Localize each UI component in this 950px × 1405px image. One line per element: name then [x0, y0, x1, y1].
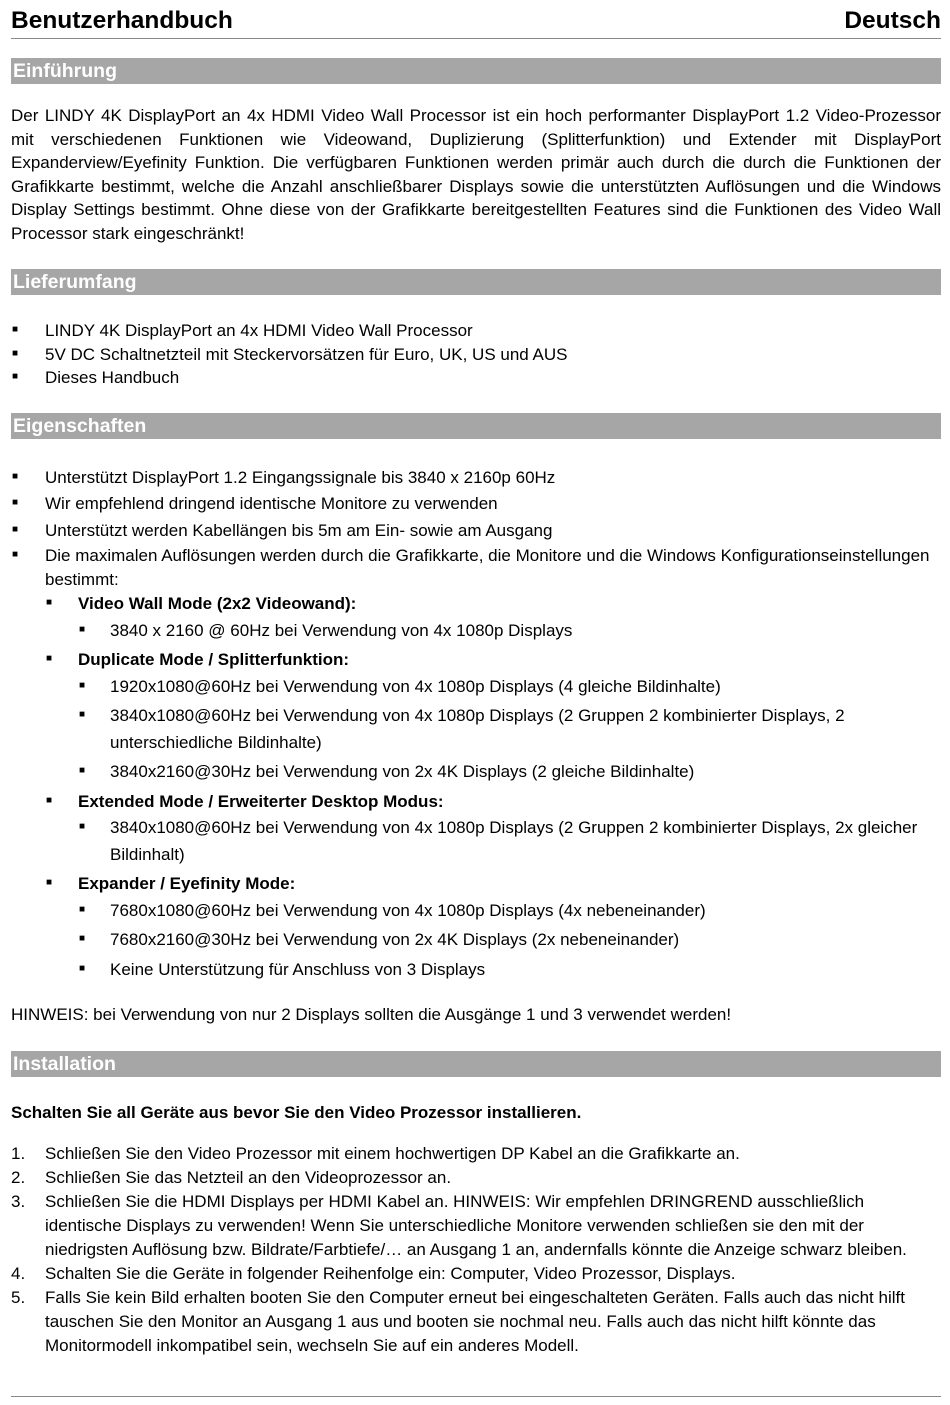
displays-note: HINWEIS: bei Verwendung von nur 2 Displays sollten die Ausgänge 1 und 3 verwendet werden! — [11, 1005, 732, 1024]
list-item: ■ Dieses Handbuch — [11, 366, 941, 390]
scope-list — [11, 319, 941, 390]
resolution-item: ■ 1920x1080@60Hz bei Verwendung von 4x 1080p Displays (4 gleiche Bildinhalte) — [78, 674, 941, 701]
step-text: Schließen Sie den Video Prozessor mit einem hochwertigen DP Kabel an die Grafikkarte an. — [45, 1144, 740, 1163]
modes-list — [45, 591, 941, 983]
step-number: 1. — [11, 1144, 26, 1163]
resolution-item: ■ 3840x2160@30Hz bei Verwendung von 2x 4K Displays (2 gleiche Bildinhalte) — [78, 759, 941, 786]
step-item — [11, 1262, 941, 1286]
mode-item — [45, 647, 941, 786]
step-number: 5. — [11, 1288, 26, 1307]
features-list — [11, 465, 941, 984]
step-text: Falls Sie kein Bild erhalten booten Sie den Computer erneut bei eingeschalteten Geräten. Falls auch das nicht hilft tauschen Sie den Monitor an Ausgang 1 aus und booten sie nochmal neu. Falls auch das nicht hilft könnte das Monitormodell inkompatibel sein, wechseln Sie auf ein anderes Modell. — [45, 1288, 905, 1355]
mode-resolutions — [78, 815, 941, 868]
resolution-item: ■ Keine Unterstützung für Anschluss von 3 Displays — [78, 957, 941, 984]
resolution-item: ■ 7680x1080@60Hz bei Verwendung von 4x 1080p Displays (4x nebeneinander) — [78, 898, 941, 925]
page-header — [11, 0, 941, 39]
step-item — [11, 1286, 941, 1358]
section-heading-installation: Installation — [11, 1051, 941, 1077]
list-item — [11, 544, 941, 983]
step-number: 3. — [11, 1192, 26, 1211]
resolution-item: ■ 3840x1080@60Hz bei Verwendung von 4x 1080p Displays (2 Gruppen 2 kombinierter Displays, 2 unterschiedliche Bildinhalte) — [78, 703, 941, 756]
mode-item — [45, 871, 941, 983]
header-language: Deutsch — [844, 7, 941, 34]
resolution-item: ■ 7680x2160@30Hz bei Verwendung von 2x 4K Displays (2x nebeneinander) — [78, 927, 941, 954]
manual-page — [11, 0, 941, 1358]
resolution-item: ■ 3840 x 2160 @ 60Hz bei Verwendung von 4x 1080p Displays — [78, 618, 941, 645]
section-heading-scope: Lieferumfang — [11, 269, 941, 295]
step-number: 4. — [11, 1264, 26, 1283]
mode-item — [45, 789, 941, 869]
step-item — [11, 1190, 941, 1262]
list-item: ■ Unterstützt werden Kabellängen bis 5m am Ein- sowie am Ausgang — [11, 518, 941, 545]
installation-warning: Schalten Sie all Geräte aus bevor Sie den Video Prozessor installieren. — [11, 1102, 582, 1122]
mode-resolutions — [78, 898, 941, 984]
header-title: Benutzerhandbuch — [11, 7, 233, 34]
step-text: Schließen Sie das Netzteil an den Videoprozessor an. — [45, 1168, 452, 1187]
resolution-item: ■ 3840x1080@60Hz bei Verwendung von 4x 1080p Displays (2 Gruppen 2 kombinierter Displays, 2x gleicher Bildinhalt) — [78, 815, 941, 868]
step-text: Schließen Sie die HDMI Displays per HDMI Kabel an. HINWEIS: Wir empfehlen DRINGREND ausschließlich identische Displays zu verwenden! Wenn Sie unterschiedliche Monitore verwenden schließen sie den mit der niedrigsten Auflösung bzw. Bildrate/Farbtiefe/… an Ausgang 1 an, andernfalls könnte die Anzeige schwarz bleiben. — [45, 1192, 907, 1259]
intro-paragraph: Der LINDY 4K DisplayPort an 4x HDMI Video Wall Processor ist ein hoch performanter DisplayPort 1.2 Video-Prozessor mit verschiedenen Funktionen wie Videowand, Duplizierung (Splitterfunktion) und Extender mit DisplayPort Expanderview/Eyefinity Funktion. Die verfügbaren Funktionen werden primär auch durch die durch die Funktionen der Grafikkarte bestimmt, welche die Anzahl anschließbarer Displays sowie die unterstützten Auflösungen und die Windows Display Settings bestimmt. Ohne diese von der Grafikkarte bereitgestellten Features sind die Funktionen des Video Wall Processor stark eingeschränkt! — [11, 106, 941, 243]
section-heading-features: Eigenschaften — [11, 413, 941, 439]
list-item: ■ LINDY 4K DisplayPort an 4x HDMI Video Wall Processor — [11, 319, 941, 343]
mode-resolutions — [78, 618, 941, 645]
mode-item — [45, 591, 941, 644]
list-item: ■ Wir empfehlend dringend identische Monitore zu verwenden — [11, 491, 941, 518]
installation-steps — [11, 1142, 941, 1358]
list-item: ■ 5V DC Schaltnetzteil mit Steckervorsätzen für Euro, UK, US und AUS — [11, 343, 941, 367]
mode-title: Expander / Eyefinity Mode: — [78, 874, 296, 893]
list-item: ■ Unterstützt DisplayPort 1.2 Eingangssignale bis 3840 x 2160p 60Hz — [11, 465, 941, 492]
section-heading-intro: Einführung — [11, 58, 941, 84]
footer-divider — [11, 1396, 941, 1397]
step-item — [11, 1166, 941, 1190]
step-item — [11, 1142, 941, 1166]
list-item-text: Die maximalen Auflösungen werden durch die Grafikkarte, die Monitore und die Windows Konfigurationseinstellungen bestimmt: — [45, 546, 930, 589]
mode-title: Duplicate Mode / Splitterfunktion: — [78, 650, 350, 669]
step-number: 2. — [11, 1168, 26, 1187]
mode-title: Video Wall Mode (2x2 Videowand): — [78, 594, 357, 613]
step-text: Schalten Sie die Geräte in folgender Reihenfolge ein: Computer, Video Prozessor, Displays. — [45, 1264, 736, 1283]
mode-title: Extended Mode / Erweiterter Desktop Modus: — [78, 791, 444, 811]
mode-resolutions — [78, 674, 941, 786]
